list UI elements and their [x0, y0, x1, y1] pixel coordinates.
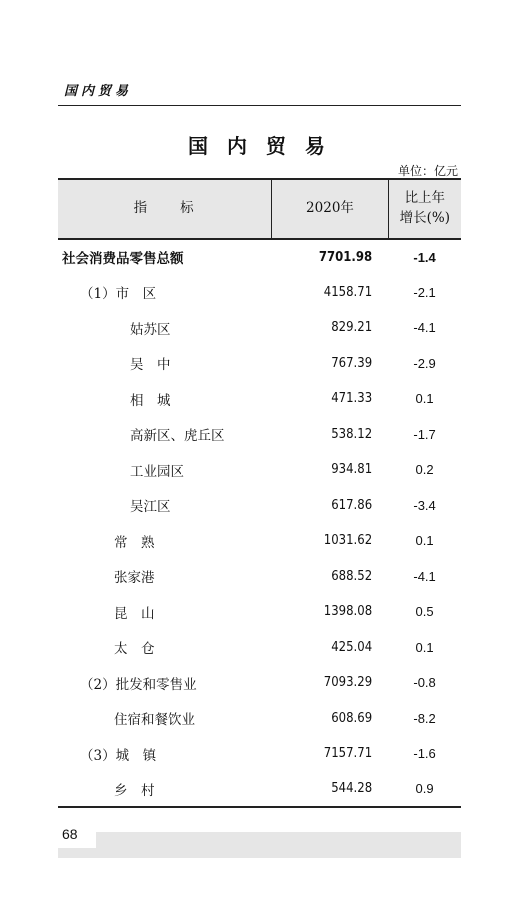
row-growth: -1.7	[413, 426, 436, 442]
row-name: 住宿和餐饮业	[114, 712, 195, 729]
row-growth: 0.1	[415, 391, 434, 407]
table-row	[58, 310, 461, 346]
table-row	[58, 665, 461, 701]
table-row	[58, 488, 461, 524]
row-name: 张家港	[114, 570, 155, 587]
table-row	[58, 452, 461, 488]
row-name: 社会消费品零售总额	[62, 251, 184, 268]
row-value: 934.81	[331, 462, 373, 478]
row-value: 4158.71	[323, 284, 373, 300]
row-value: 544.28	[272, 772, 388, 808]
row-value: 829.21	[331, 320, 373, 336]
row-name: 相 城	[130, 392, 171, 409]
row-name: 姑苏区	[130, 321, 171, 338]
table-row	[58, 772, 461, 808]
footer-band	[58, 832, 461, 858]
table-row	[58, 736, 461, 772]
row-growth: 0.1	[415, 639, 434, 655]
row-growth: -2.1	[413, 284, 436, 300]
row-value: 688.52	[331, 568, 373, 584]
table-row	[58, 701, 461, 737]
row-growth: 0.2	[415, 462, 434, 478]
row-name: 工业园区	[130, 463, 184, 480]
row-name: （2）批发和零售业	[80, 676, 197, 693]
row-name: 昆 山	[114, 605, 155, 622]
header-growth-line2: 增长(%)	[399, 210, 450, 226]
table-row	[58, 594, 461, 630]
table-row	[58, 559, 461, 595]
table-row	[58, 275, 461, 311]
row-value: 425.04	[331, 639, 373, 655]
row-value: 471.33	[331, 391, 373, 407]
retail-sales-table	[58, 178, 461, 808]
row-growth: -4.1	[413, 320, 436, 336]
row-value: 1398.08	[323, 604, 373, 620]
row-growth: -0.8	[413, 675, 436, 691]
row-name: （3）城 镇	[80, 747, 157, 764]
row-growth: -2.9	[413, 355, 436, 371]
table-row	[58, 239, 461, 275]
header-growth-line1: 比上年	[404, 190, 446, 207]
table-row	[58, 381, 461, 417]
row-value: 538.12	[331, 426, 373, 442]
row-name: 高新区、虎丘区	[130, 428, 225, 445]
row-growth: 0.1	[415, 533, 434, 549]
row-growth: -3.4	[413, 497, 436, 513]
row-value: 7157.71	[323, 746, 373, 762]
row-name: （1）市 区	[80, 286, 157, 303]
row-name: 吴 中	[130, 357, 171, 374]
header-growth	[388, 179, 461, 239]
row-value: 7701.98	[318, 249, 373, 265]
row-name: 常 熟	[114, 534, 155, 551]
row-value: 767.39	[331, 355, 373, 371]
row-name: 太 仓	[114, 641, 155, 658]
row-value: 7093.29	[323, 675, 373, 691]
table-header-row	[58, 179, 461, 239]
header-2020: 2020年	[272, 179, 388, 239]
row-name: 吴江区	[130, 499, 171, 516]
table-row	[58, 630, 461, 666]
row-growth: -1.6	[413, 746, 436, 762]
row-growth: -4.1	[413, 568, 436, 584]
table-row	[58, 346, 461, 382]
row-growth: -8.2	[413, 710, 436, 726]
row-value: 608.69	[331, 710, 373, 726]
table-row	[58, 523, 461, 559]
page-title: 国 内 贸 易	[188, 134, 331, 158]
header-rule	[58, 105, 461, 106]
row-growth: 0.9	[388, 772, 461, 808]
row-growth: 0.5	[415, 604, 434, 620]
row-value: 617.86	[331, 497, 373, 513]
unit-label: 单位：亿元	[397, 164, 458, 178]
row-growth: -1.4	[413, 249, 436, 265]
row-name: 乡 村	[58, 772, 272, 808]
row-value: 1031.62	[323, 533, 373, 549]
page-number: 68	[62, 826, 78, 842]
header-indicator: 指 标	[58, 179, 272, 239]
table-row	[58, 417, 461, 453]
running-head: 国内贸易	[64, 84, 133, 99]
